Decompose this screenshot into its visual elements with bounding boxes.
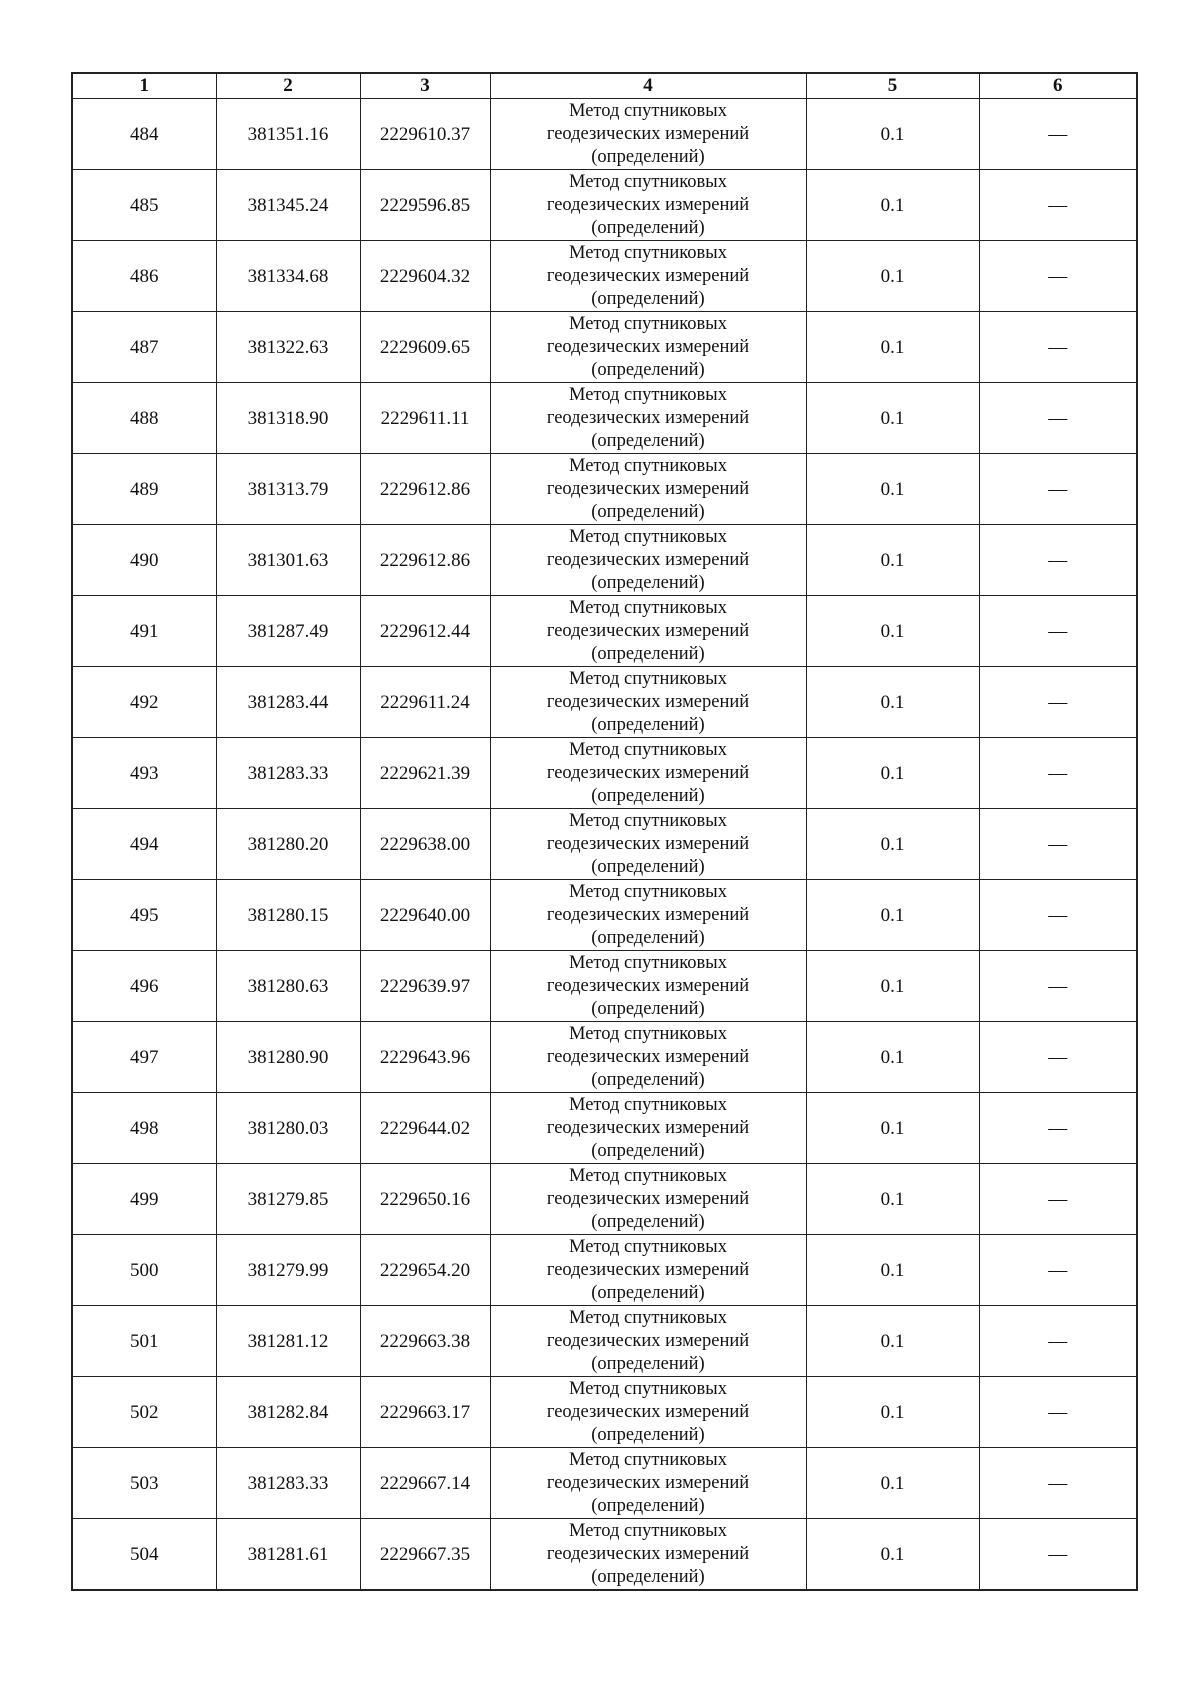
- x-coordinate-cell: 381280.90: [216, 1022, 360, 1093]
- note-cell: —: [979, 1448, 1137, 1519]
- accuracy-cell: 0.1: [806, 170, 979, 241]
- method-line: Метод спутниковых: [569, 952, 727, 973]
- x-coordinate-cell: 381280.03: [216, 1093, 360, 1164]
- table-row: [72, 1093, 1137, 1164]
- note-cell: —: [979, 454, 1137, 525]
- method-line: Метод спутниковых: [569, 597, 727, 618]
- note-cell: —: [979, 667, 1137, 738]
- accuracy-cell: 0.1: [806, 1164, 979, 1235]
- method-line: (определений): [591, 1353, 705, 1374]
- table-row: [72, 1306, 1137, 1377]
- table-row: [72, 667, 1137, 738]
- x-coordinate-cell: 381281.61: [216, 1519, 360, 1591]
- method-line: (определений): [591, 1282, 705, 1303]
- point-number-cell: 495: [72, 880, 216, 951]
- point-number-cell: 485: [72, 170, 216, 241]
- method-line: (определений): [591, 643, 705, 664]
- y-coordinate-cell: 2229663.17: [360, 1377, 490, 1448]
- note-cell: —: [979, 1306, 1137, 1377]
- y-coordinate-cell: 2229612.86: [360, 525, 490, 596]
- method-line: (определений): [591, 1140, 705, 1161]
- method-line: геодезических измерений: [546, 1472, 750, 1493]
- method-cell: [490, 312, 806, 383]
- y-coordinate-cell: 2229621.39: [360, 738, 490, 809]
- note-cell: —: [979, 1022, 1137, 1093]
- table-row: [72, 951, 1137, 1022]
- note-cell: —: [979, 383, 1137, 454]
- accuracy-cell: 0.1: [806, 1093, 979, 1164]
- y-coordinate-cell: 2229639.97: [360, 951, 490, 1022]
- accuracy-cell: 0.1: [806, 951, 979, 1022]
- table-row: [72, 809, 1137, 880]
- y-coordinate-cell: 2229667.14: [360, 1448, 490, 1519]
- point-number-cell: 487: [72, 312, 216, 383]
- method-line: геодезических измерений: [546, 1543, 750, 1564]
- y-coordinate-cell: 2229667.35: [360, 1519, 490, 1591]
- y-coordinate-cell: 2229611.24: [360, 667, 490, 738]
- table-body: [72, 99, 1137, 1591]
- method-line: геодезических измерений: [546, 1188, 750, 1209]
- y-coordinate-cell: 2229612.44: [360, 596, 490, 667]
- method-cell: [490, 1448, 806, 1519]
- method-line: Метод спутниковых: [569, 1165, 727, 1186]
- accuracy-cell: 0.1: [806, 596, 979, 667]
- header-col-6: 6: [979, 73, 1137, 99]
- x-coordinate-cell: 381281.12: [216, 1306, 360, 1377]
- method-line: (определений): [591, 856, 705, 877]
- method-line: (определений): [591, 146, 705, 167]
- x-coordinate-cell: 381280.15: [216, 880, 360, 951]
- method-line: геодезических измерений: [546, 265, 750, 286]
- point-number-cell: 498: [72, 1093, 216, 1164]
- method-line: геодезических измерений: [546, 762, 750, 783]
- table-row: [72, 738, 1137, 809]
- y-coordinate-cell: 2229643.96: [360, 1022, 490, 1093]
- table-row: [72, 454, 1137, 525]
- method-line: Метод спутниковых: [569, 1023, 727, 1044]
- method-cell: [490, 880, 806, 951]
- method-line: Метод спутниковых: [569, 1378, 727, 1399]
- method-cell: [490, 1235, 806, 1306]
- method-line: (определений): [591, 785, 705, 806]
- method-line: Метод спутниковых: [569, 668, 727, 689]
- method-line: Метод спутниковых: [569, 313, 727, 334]
- x-coordinate-cell: 381351.16: [216, 99, 360, 170]
- method-cell: [490, 667, 806, 738]
- header-col-4: 4: [490, 73, 806, 99]
- method-line: (определений): [591, 1424, 705, 1445]
- point-number-cell: 496: [72, 951, 216, 1022]
- method-cell: [490, 383, 806, 454]
- method-line: Метод спутниковых: [569, 526, 727, 547]
- method-line: геодезических измерений: [546, 975, 750, 996]
- x-coordinate-cell: 381279.85: [216, 1164, 360, 1235]
- method-line: (определений): [591, 359, 705, 380]
- method-line: геодезических измерений: [546, 1259, 750, 1280]
- note-cell: —: [979, 1164, 1137, 1235]
- method-line: геодезических измерений: [546, 620, 750, 641]
- accuracy-cell: 0.1: [806, 667, 979, 738]
- point-number-cell: 486: [72, 241, 216, 312]
- method-cell: [490, 809, 806, 880]
- method-line: Метод спутниковых: [569, 1307, 727, 1328]
- y-coordinate-cell: 2229654.20: [360, 1235, 490, 1306]
- method-line: (определений): [591, 998, 705, 1019]
- note-cell: —: [979, 170, 1137, 241]
- method-line: (определений): [591, 572, 705, 593]
- method-line: геодезических измерений: [546, 904, 750, 925]
- point-number-cell: 500: [72, 1235, 216, 1306]
- accuracy-cell: 0.1: [806, 241, 979, 312]
- method-line: геодезических измерений: [546, 123, 750, 144]
- point-number-cell: 488: [72, 383, 216, 454]
- header-col-2: 2: [216, 73, 360, 99]
- table-row: [72, 596, 1137, 667]
- method-line: (определений): [591, 430, 705, 451]
- y-coordinate-cell: 2229609.65: [360, 312, 490, 383]
- note-cell: —: [979, 99, 1137, 170]
- note-cell: —: [979, 525, 1137, 596]
- note-cell: —: [979, 951, 1137, 1022]
- point-number-cell: 499: [72, 1164, 216, 1235]
- x-coordinate-cell: 381283.44: [216, 667, 360, 738]
- table-row: [72, 241, 1137, 312]
- method-line: геодезических измерений: [546, 691, 750, 712]
- accuracy-cell: 0.1: [806, 1306, 979, 1377]
- y-coordinate-cell: 2229610.37: [360, 99, 490, 170]
- accuracy-cell: 0.1: [806, 1022, 979, 1093]
- y-coordinate-cell: 2229640.00: [360, 880, 490, 951]
- method-line: (определений): [591, 1495, 705, 1516]
- x-coordinate-cell: 381283.33: [216, 1448, 360, 1519]
- table-row: [72, 525, 1137, 596]
- method-line: геодезических измерений: [546, 1330, 750, 1351]
- point-number-cell: 501: [72, 1306, 216, 1377]
- x-coordinate-cell: 381283.33: [216, 738, 360, 809]
- note-cell: —: [979, 1093, 1137, 1164]
- method-cell: [490, 738, 806, 809]
- x-coordinate-cell: 381287.49: [216, 596, 360, 667]
- method-line: геодезических измерений: [546, 407, 750, 428]
- method-line: Метод спутниковых: [569, 455, 727, 476]
- accuracy-cell: 0.1: [806, 525, 979, 596]
- x-coordinate-cell: 381322.63: [216, 312, 360, 383]
- note-cell: —: [979, 312, 1137, 383]
- point-number-cell: 489: [72, 454, 216, 525]
- y-coordinate-cell: 2229638.00: [360, 809, 490, 880]
- table-row: [72, 1164, 1137, 1235]
- point-number-cell: 504: [72, 1519, 216, 1591]
- method-cell: [490, 99, 806, 170]
- point-number-cell: 503: [72, 1448, 216, 1519]
- method-line: Метод спутниковых: [569, 100, 727, 121]
- point-number-cell: 497: [72, 1022, 216, 1093]
- note-cell: —: [979, 596, 1137, 667]
- y-coordinate-cell: 2229611.11: [360, 383, 490, 454]
- method-line: Метод спутниковых: [569, 242, 727, 263]
- x-coordinate-cell: 381345.24: [216, 170, 360, 241]
- note-cell: —: [979, 1377, 1137, 1448]
- table-row: [72, 1377, 1137, 1448]
- method-line: Метод спутниковых: [569, 1520, 727, 1541]
- header-row: [72, 73, 1137, 99]
- method-line: (определений): [591, 927, 705, 948]
- accuracy-cell: 0.1: [806, 738, 979, 809]
- method-line: Метод спутниковых: [569, 1094, 727, 1115]
- method-cell: [490, 454, 806, 525]
- x-coordinate-cell: 381318.90: [216, 383, 360, 454]
- accuracy-cell: 0.1: [806, 1448, 979, 1519]
- header-col-5: 5: [806, 73, 979, 99]
- x-coordinate-cell: 381313.79: [216, 454, 360, 525]
- accuracy-cell: 0.1: [806, 809, 979, 880]
- table-row: [72, 1519, 1137, 1591]
- table-row: [72, 1235, 1137, 1306]
- method-cell: [490, 525, 806, 596]
- point-number-cell: 494: [72, 809, 216, 880]
- accuracy-cell: 0.1: [806, 383, 979, 454]
- note-cell: —: [979, 241, 1137, 312]
- method-line: геодезических измерений: [546, 549, 750, 570]
- point-number-cell: 491: [72, 596, 216, 667]
- header-col-3: 3: [360, 73, 490, 99]
- accuracy-cell: 0.1: [806, 880, 979, 951]
- method-cell: [490, 241, 806, 312]
- accuracy-cell: 0.1: [806, 1377, 979, 1448]
- method-cell: [490, 170, 806, 241]
- method-line: (определений): [591, 501, 705, 522]
- method-line: Метод спутниковых: [569, 810, 727, 831]
- accuracy-cell: 0.1: [806, 1519, 979, 1591]
- method-cell: [490, 1093, 806, 1164]
- method-line: геодезических измерений: [546, 1046, 750, 1067]
- x-coordinate-cell: 381301.63: [216, 525, 360, 596]
- method-line: Метод спутниковых: [569, 739, 727, 760]
- note-cell: —: [979, 880, 1137, 951]
- method-cell: [490, 951, 806, 1022]
- point-number-cell: 490: [72, 525, 216, 596]
- method-line: Метод спутниковых: [569, 881, 727, 902]
- y-coordinate-cell: 2229612.86: [360, 454, 490, 525]
- method-line: геодезических измерений: [546, 1117, 750, 1138]
- method-line: геодезических измерений: [546, 1401, 750, 1422]
- y-coordinate-cell: 2229644.02: [360, 1093, 490, 1164]
- method-line: геодезических измерений: [546, 478, 750, 499]
- method-line: (определений): [591, 1566, 705, 1587]
- method-line: Метод спутниковых: [569, 384, 727, 405]
- point-number-cell: 484: [72, 99, 216, 170]
- method-cell: [490, 1377, 806, 1448]
- accuracy-cell: 0.1: [806, 1235, 979, 1306]
- method-line: (определений): [591, 714, 705, 735]
- method-line: Метод спутниковых: [569, 1236, 727, 1257]
- method-line: Метод спутниковых: [569, 1449, 727, 1470]
- method-cell: [490, 1022, 806, 1093]
- table-row: [72, 170, 1137, 241]
- point-number-cell: 492: [72, 667, 216, 738]
- method-line: геодезических измерений: [546, 194, 750, 215]
- x-coordinate-cell: 381282.84: [216, 1377, 360, 1448]
- y-coordinate-cell: 2229663.38: [360, 1306, 490, 1377]
- method-cell: [490, 1306, 806, 1377]
- note-cell: —: [979, 1519, 1137, 1591]
- x-coordinate-cell: 381279.99: [216, 1235, 360, 1306]
- coordinates-table: [71, 72, 1138, 1591]
- table-row: [72, 99, 1137, 170]
- accuracy-cell: 0.1: [806, 454, 979, 525]
- method-cell: [490, 596, 806, 667]
- x-coordinate-cell: 381280.63: [216, 951, 360, 1022]
- table-row: [72, 312, 1137, 383]
- table-row: [72, 1448, 1137, 1519]
- method-line: (определений): [591, 1069, 705, 1090]
- note-cell: —: [979, 1235, 1137, 1306]
- method-cell: [490, 1164, 806, 1235]
- y-coordinate-cell: 2229604.32: [360, 241, 490, 312]
- method-cell: [490, 1519, 806, 1591]
- method-line: (определений): [591, 288, 705, 309]
- method-line: Метод спутниковых: [569, 171, 727, 192]
- accuracy-cell: 0.1: [806, 312, 979, 383]
- table-row: [72, 1022, 1137, 1093]
- note-cell: —: [979, 738, 1137, 809]
- method-line: (определений): [591, 217, 705, 238]
- method-line: (определений): [591, 1211, 705, 1232]
- x-coordinate-cell: 381334.68: [216, 241, 360, 312]
- table-row: [72, 383, 1137, 454]
- note-cell: —: [979, 809, 1137, 880]
- x-coordinate-cell: 381280.20: [216, 809, 360, 880]
- point-number-cell: 502: [72, 1377, 216, 1448]
- point-number-cell: 493: [72, 738, 216, 809]
- table-row: [72, 880, 1137, 951]
- header-col-1: 1: [72, 73, 216, 99]
- accuracy-cell: 0.1: [806, 99, 979, 170]
- y-coordinate-cell: 2229596.85: [360, 170, 490, 241]
- method-line: геодезических измерений: [546, 833, 750, 854]
- y-coordinate-cell: 2229650.16: [360, 1164, 490, 1235]
- method-line: геодезических измерений: [546, 336, 750, 357]
